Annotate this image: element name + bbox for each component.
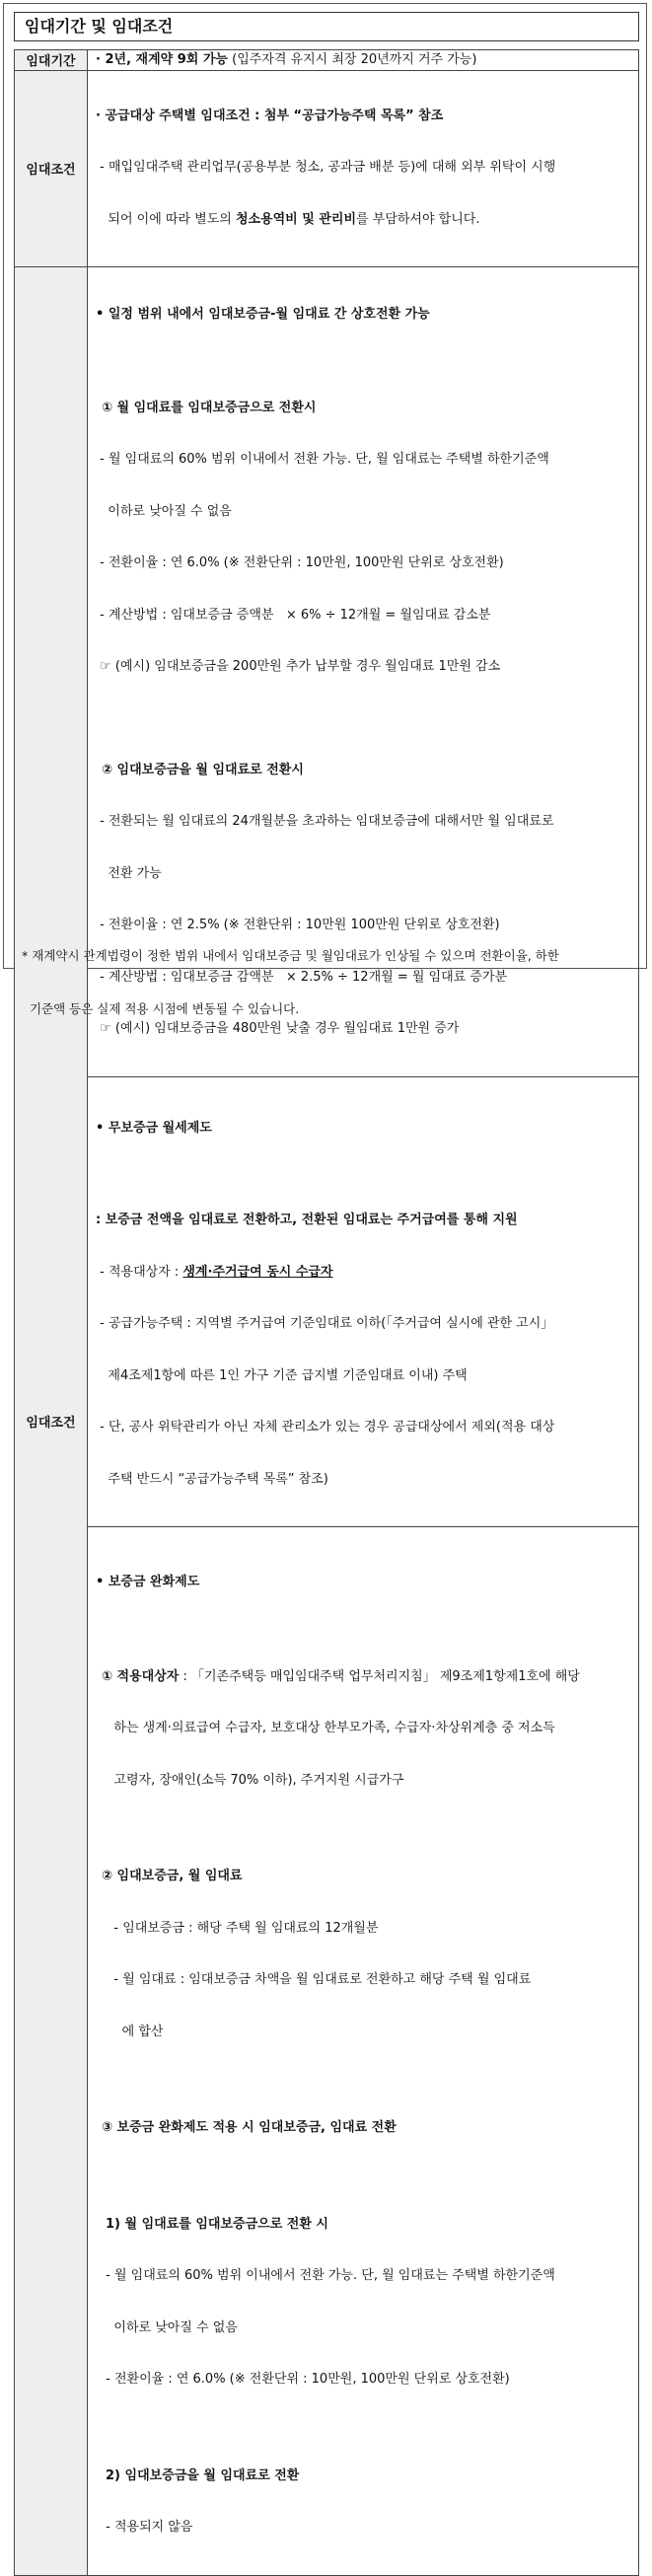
no-deposit-sub: : 보증금 전액을 임대료로 전환하고, 전환된 임대료는 주거급여를 통해 지원 (96, 1213, 518, 1227)
row-no-deposit (15, 1076, 639, 1527)
conversion-s1-line: - 월 임대료의 60% 범위 이내에서 전환 가능. 단, 월 임대료는 주택별 하한기준액 (96, 452, 549, 467)
conditions-line-3b: 청소용역비 및 관리비 (235, 211, 357, 227)
relief-c1-line: 하는 생계·의료급여 수급자, 보호대상 한부모가족, 수급자·차상위계층 중 저소득 (102, 1721, 555, 1735)
footnote-line: 기준액 등은 실제 적용 시점에 변동될 수 있습니다. (22, 1001, 300, 1016)
conditions-line-1: · 공급대상 주택별 임대조건 : 첨부 “공급가능주택 목록” 참조 (96, 108, 444, 123)
conversion-s1-line: ☞ (예시) 임대보증금을 200만원 추가 납부할 경우 월임대료 1만원 감소 (96, 659, 501, 674)
relief-c2-line: 에 합산 (102, 2024, 164, 2039)
relief-c1-text: : 「기존주택등 매입임대주택 업무처리지침」 제9조제1항제1호에 해당 (179, 1668, 580, 1684)
relief-c2-title: ② 임대보증금, 월 임대료 (102, 1869, 243, 1883)
conditions-line-3c: 를 부담하셔야 합니다. (356, 211, 480, 227)
relief-c3-1-line: - 월 임대료의 60% 범위 이내에서 전환 가능. 단, 월 임대료는 주택별 하한기준액 (102, 2268, 555, 2283)
no-deposit-line: - 공급가능주택 : 지역별 주거급여 기준임대료 이하(「주거급여 실시에 관한 고시」 (96, 1316, 554, 1331)
label-lease-conditions: 임대조건 (15, 70, 88, 267)
conversion-s2-line: 전환 가능 (96, 865, 162, 881)
row-deposit-relief (15, 1527, 639, 2576)
relief-c3-1-line: 이하로 낮아질 수 없음 (102, 2319, 238, 2335)
lease-period-content (88, 50, 639, 71)
conversion-s2-title: ② 임대보증금을 월 임대료로 전환시 (102, 762, 304, 777)
section-title: 임대기간 및 임대조건 (14, 12, 639, 41)
relief-c3-2-line: - 적용되지 않음 (102, 2520, 193, 2535)
conversion-s2-line: - 계산방법 : 임대보증금 감액분 × 2.5% ÷ 12개월 = 월 임대료 증가분 (96, 969, 508, 985)
no-deposit-line: 제4조제1항에 따른 1인 가구 기준 급지별 기준임대료 이내) 주택 (96, 1367, 468, 1383)
relief-c1-title: ① 적용대상자 (102, 1668, 180, 1684)
lease-conditions-content (88, 70, 639, 267)
conversion-s1-line: - 전환이율 : 연 6.0% (※ 전환단위 : 10만원, 100만원 단위로 상호전환) (96, 555, 504, 570)
conversion-s2-line: ☞ (예시) 임대보증금을 480만원 낮출 경우 월임대료 1만원 증가 (96, 1021, 460, 1036)
deposit-relief-content (88, 1527, 639, 2576)
no-deposit-target-label: - 적용대상자 : (96, 1264, 183, 1280)
conditions-line-3a: 되어 이에 따라 별도의 (96, 211, 236, 227)
lease-period-lead: · 2년, 재계약 9회 가능 (96, 52, 228, 67)
label-lease-period: 임대기간 (15, 50, 88, 71)
footnote-line: * 재계약시 관계법령이 정한 범위 내에서 임대보증금 및 월임대료가 인상될 수 있으며 전환이율, 하한 (22, 948, 559, 963)
conditions-line-2: - 매입임대주택 관리업무(공용부분 청소, 공과금 배분 등)에 대해 외부 위탁이 시행 (96, 160, 556, 175)
footnote (22, 912, 638, 1036)
relief-c2-line: - 월 임대료 : 임대보증금 차액을 월 임대료로 전환하고 해당 주택 월 임대료 (102, 1972, 532, 1987)
no-deposit-target-value: 생계·주거급여 동시 수급자 (182, 1264, 333, 1280)
row-lease-period (15, 50, 639, 71)
relief-heading: • 보증금 완화제도 (96, 1575, 200, 1589)
conversion-heading: • 일정 범위 내에서 임대보증금-월 임대료 간 상호전환 가능 (96, 307, 430, 322)
no-deposit-heading: • 무보증금 월세제도 (96, 1120, 212, 1136)
relief-c3-title: ③ 보증금 완화제도 적용 시 임대보증금, 임대료 전환 (102, 2120, 397, 2135)
no-deposit-line: 주택 반드시 “공급가능주택 목록” 참조) (96, 1471, 328, 1487)
relief-c3-2-title: 2) 임대보증금을 월 임대료로 전환 (106, 2467, 300, 2483)
conversion-s2-line: - 전환이율 : 연 2.5% (※ 전환단위 : 10만원 100만원 단위로 상호전환) (96, 918, 500, 932)
label-lease-conditions-2: 임대조건 (15, 267, 88, 2576)
conversion-s1-line: - 계산방법 : 임대보증금 증액분 × 6% ÷ 12개월 = 월임대료 감소분 (96, 607, 491, 623)
lease-period-rest: (입주자격 유지시 최장 20년까지 거주 가능) (227, 52, 477, 67)
conversion-s1-line: 이하로 낮아질 수 없음 (96, 503, 232, 519)
row-lease-conditions (15, 70, 639, 267)
relief-c3-1-title: 1) 월 임대료를 임대보증금으로 전환 시 (106, 2216, 328, 2232)
no-deposit-content (88, 1076, 639, 1527)
no-deposit-line: - 단, 공사 위탁관리가 아닌 자체 관리소가 있는 경우 공급대상에서 제외(적용 대상 (96, 1420, 555, 1435)
conversion-s1-title: ① 월 임대료를 임대보증금으로 전환시 (102, 400, 317, 415)
lease-conditions-table (14, 49, 639, 2576)
relief-c3-1-line: - 전환이율 : 연 6.0% (※ 전환단위 : 10만원, 100만원 단위로 상호전환) (102, 2372, 510, 2387)
relief-c1-line: 고령자, 장애인(소득 70% 이하), 주거지원 시급가구 (102, 1772, 404, 1788)
relief-c2-line: - 임대보증금 : 해당 주택 월 임대료의 12개월분 (102, 1920, 379, 1936)
conversion-s2-line: - 전환되는 월 임대료의 24개월분을 초과하는 임대보증금에 대해서만 월 임대료로 (96, 814, 554, 829)
